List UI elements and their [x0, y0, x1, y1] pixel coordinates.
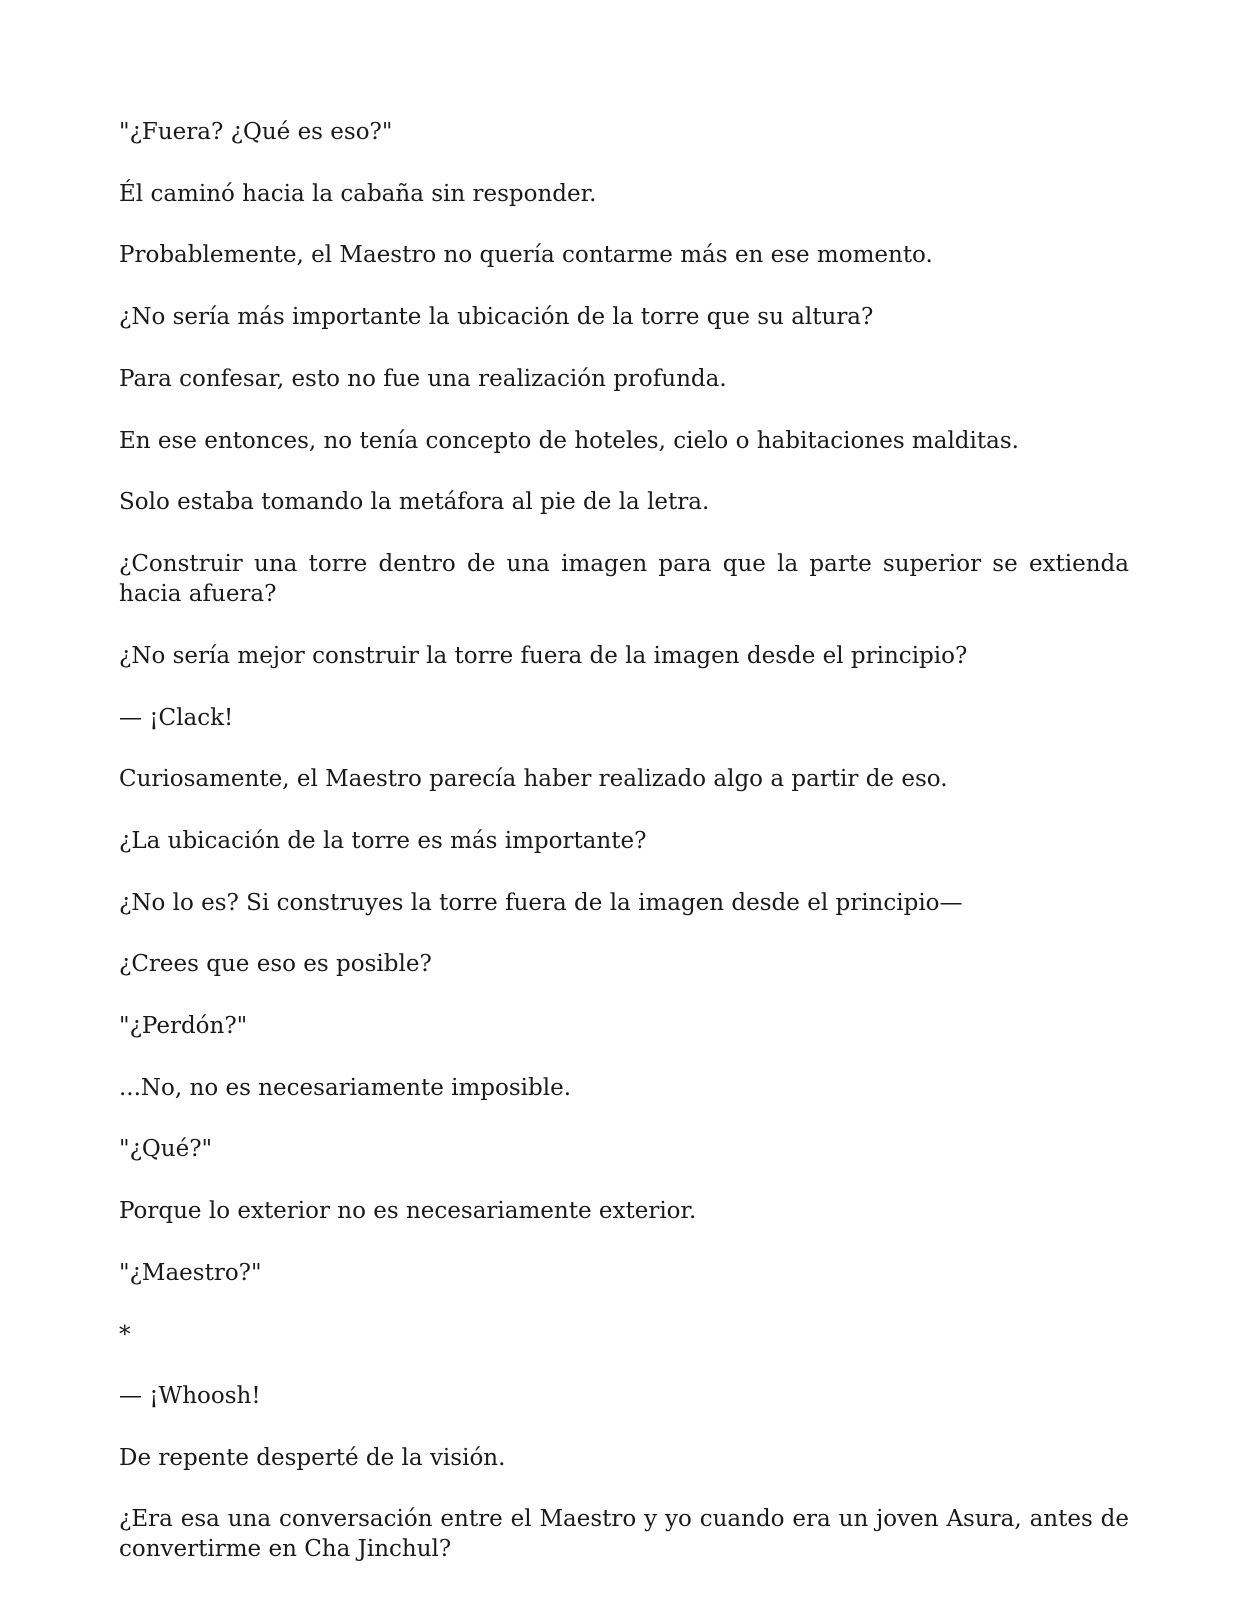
- paragraph-13: ¿No lo es? Si construyes la torre fuera de la imagen desde el principio—: [119, 890, 963, 916]
- scene-break: *: [119, 1322, 131, 1348]
- paragraph-11: Curiosamente, el Maestro parecía haber realizado algo a partir de eso.: [119, 766, 948, 792]
- paragraph-18: Porque lo exterior no es necesariamente exterior.: [119, 1198, 697, 1224]
- paragraph-10: — ¡Clack!: [119, 705, 234, 731]
- paragraph-8: ¿Construir una torre dentro de una imagen para que la parte superior se extienda hacia afuera?: [119, 551, 1129, 607]
- paragraph-3: Probablemente, el Maestro no quería contarme más en ese momento.: [119, 242, 933, 268]
- paragraph-19: "¿Maestro?": [119, 1260, 262, 1286]
- paragraph-15: "¿Perdón?": [119, 1013, 248, 1039]
- paragraph-7: Solo estaba tomando la metáfora al pie de la letra.: [119, 489, 710, 515]
- paragraph-6: En ese entonces, no tenía concepto de hoteles, cielo o habitaciones malditas.: [119, 428, 1019, 454]
- paragraph-23: ¿Era esa una conversación entre el Maestro y yo cuando era un joven Asura, antes de convertirme en Cha Jinchul?: [119, 1506, 1129, 1562]
- paragraph-5: Para confesar, esto no fue una realización profunda.: [119, 366, 727, 392]
- paragraph-17: "¿Qué?": [119, 1136, 213, 1162]
- paragraph-22: De repente desperté de la visión.: [119, 1445, 506, 1471]
- paragraph-21: — ¡Whoosh!: [119, 1383, 261, 1409]
- paragraph-12: ¿La ubicación de la torre es más importante?: [119, 828, 647, 854]
- paragraph-16: ...No, no es necesariamente imposible.: [119, 1075, 572, 1101]
- paragraph-2: Él caminó hacia la cabaña sin responder.: [119, 181, 597, 207]
- paragraph-9: ¿No sería mejor construir la torre fuera de la imagen desde el principio?: [119, 643, 968, 669]
- paragraph-1: "¿Fuera? ¿Qué es eso?": [119, 119, 393, 145]
- paragraph-14: ¿Crees que eso es posible?: [119, 951, 432, 977]
- paragraph-4: ¿No sería más importante la ubicación de la torre que su altura?: [119, 304, 874, 330]
